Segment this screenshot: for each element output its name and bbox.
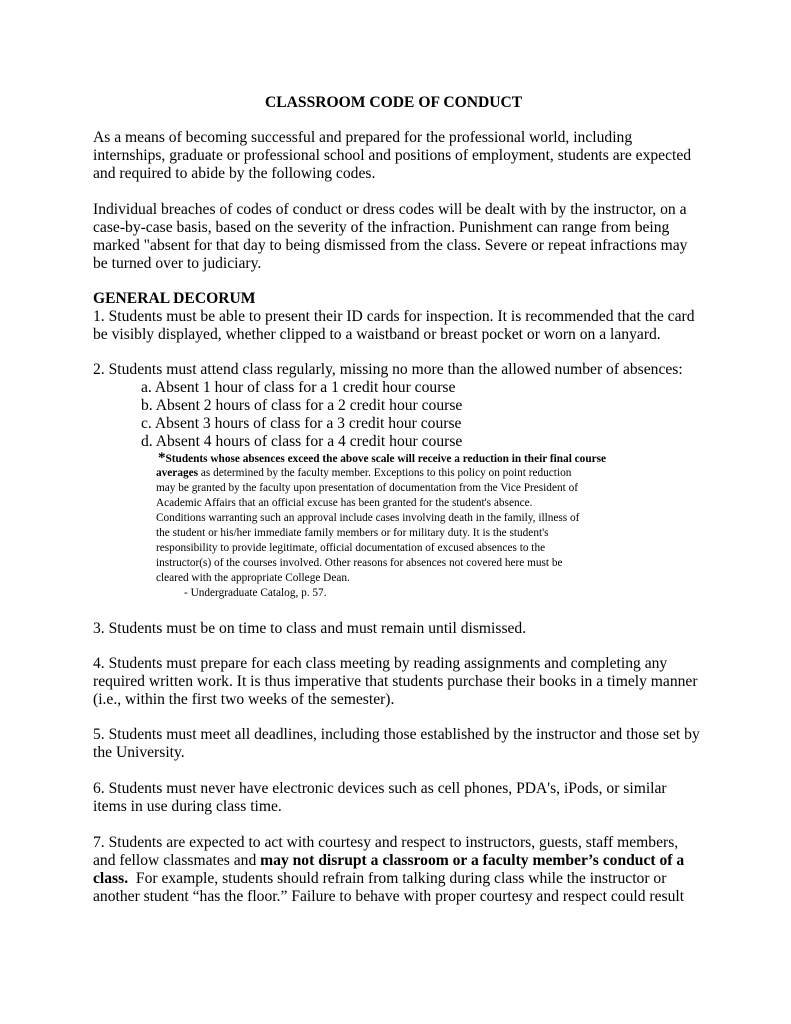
rule-6-line: items in use during class time. [93,798,282,815]
note-line: may be granted by the faculty upon presentation of documentation from the Vice President of [156,482,578,494]
rule-7-bold-text: class. [93,870,129,887]
note-citation: - Undergraduate Catalog, p. 57. [184,587,327,599]
rule-7-line [93,852,684,870]
note-first-line [158,451,606,466]
note-bold-text: averages [156,467,199,479]
rule-6-line: 6. Students must never have electronic devices such as cell phones, PDA's, iPods, or similar [93,780,667,797]
rule-7-text: For example, students should refrain from talking during class while the instructor or [128,870,667,887]
rule-4-line: (i.e., within the first two weeks of the semester). [93,691,395,708]
note-line: instructor(s) of the courses involved. Other reasons for absences not covered here must be [156,557,563,569]
rule-4-line: required written work. It is thus imperative that students purchase their books in a timely manner [93,673,698,690]
breach-line: marked "absent for that day to being dismissed from the class. Severe or repeat infractions may [93,237,688,254]
note-line: Conditions warranting such an approval include cases involving death in the family, illness of [156,512,580,524]
rule-7-line: another student “has the floor.” Failure to behave with proper courtesy and respect could result [93,888,685,905]
intro-line: As a means of becoming successful and prepared for the professional world, including [93,129,633,146]
page-title: CLASSROOM CODE OF CONDUCT [265,94,523,111]
note-line: Academic Affairs that an official excuse has been granted for the student's absence. [156,497,533,509]
rule-2-item: b. Absent 2 hours of class for a 2 credit hour course [141,397,463,414]
note-line: the student or his/her immediate family members or for military duty. It is the student's [156,527,549,539]
asterisk-marker: * [158,450,166,466]
rule-2-item: a. Absent 1 hour of class for a 1 credit hour course [141,379,456,396]
breach-line: be turned over to judiciary. [93,255,262,272]
note-line [156,466,571,480]
rule-7-line: 7. Students are expected to act with courtesy and respect to instructors, guests, staff members, [93,834,679,851]
intro-line: and required to abide by the following codes. [93,165,376,182]
rule-2-item: c. Absent 3 hours of class for a 3 credit hour course [141,415,462,432]
rule-7-bold-text: may not disrupt a classroom or a faculty member’s conduct of a [260,852,685,869]
rule-7-text: and fellow classmates and [93,852,261,869]
rule-4-line: 4. Students must prepare for each class meeting by reading assignments and completing any [93,655,668,672]
section-heading: GENERAL DECORUM [93,290,256,307]
note-line: cleared with the appropriate College Dean. [156,572,350,584]
note-line: responsibility to provide legitimate, official documentation of excused absences to the [156,542,546,554]
note-bold-text: Students whose absences exceed the above scale will receive a reduction in their final course [165,453,607,465]
intro-line: internships, graduate or professional school and positions of employment, students are expected [93,147,692,164]
rule-5-line: the University. [93,744,185,761]
breach-line: Individual breaches of codes of conduct or dress codes will be dealt with by the instructor, on a [93,201,687,218]
rule-2-line: 2. Students must attend class regularly, missing no more than the allowed number of absences: [93,361,683,378]
rule-1-line: be visibly displayed, whether clipped to a waistband or breast pocket or worn on a lanyard. [93,326,661,343]
rule-7-line [93,870,666,888]
rule-5-line: 5. Students must meet all deadlines, including those established by the instructor and those set by [93,726,700,743]
breach-line: case-by-case basis, based on the severity of the infraction. Punishment can range from being [93,219,670,236]
rule-1-line: 1. Students must be able to present their ID cards for inspection. It is recommended that the card [93,308,695,325]
rule-3-line: 3. Students must be on time to class and must remain until dismissed. [93,620,527,637]
note-text: as determined by the faculty member. Exceptions to this policy on point reduction [198,467,572,479]
rule-2-item: d. Absent 4 hours of class for a 4 credit hour course [141,433,463,450]
